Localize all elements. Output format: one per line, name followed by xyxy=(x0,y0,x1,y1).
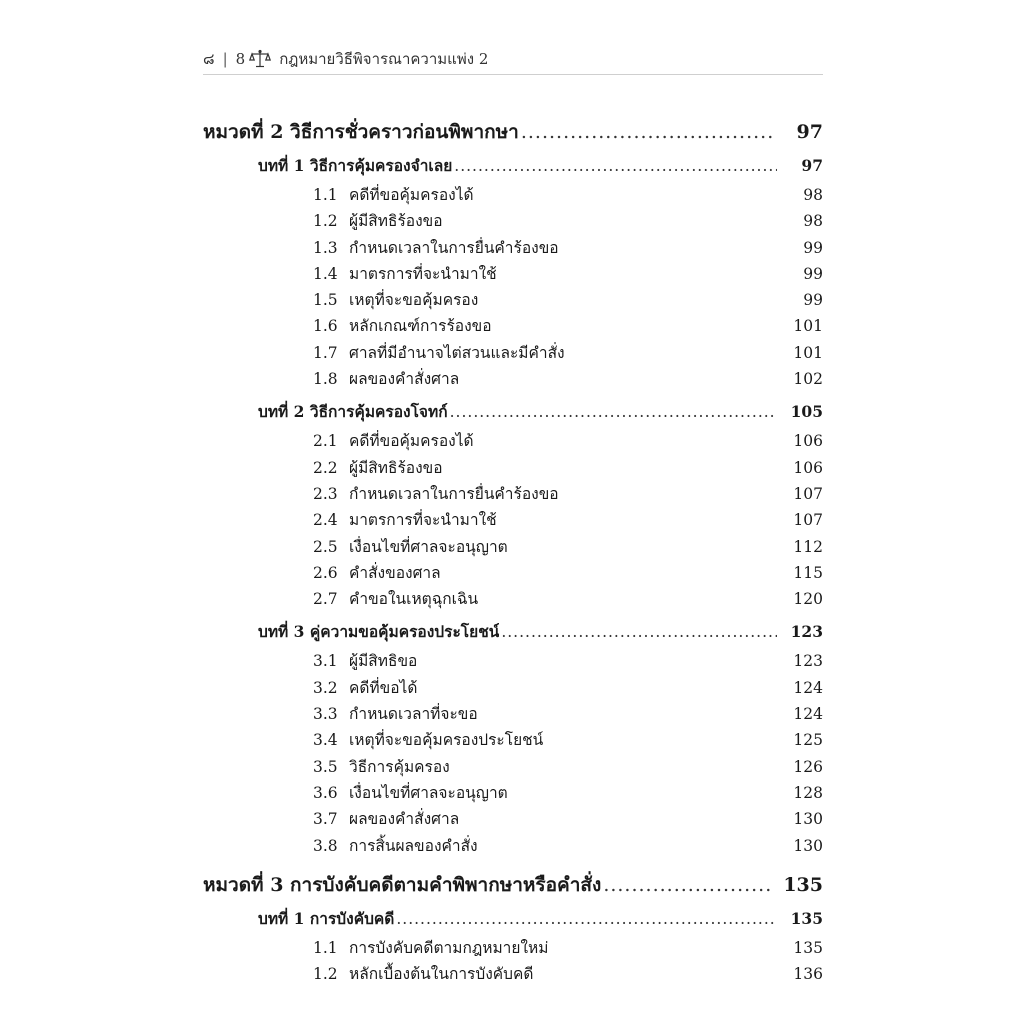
item-title: ผลของคำสั่งศาล xyxy=(349,810,460,829)
toc-lesson-row xyxy=(203,396,823,428)
item-title: การสิ้นผลของคำสั่ง xyxy=(349,836,478,855)
toc-item-row xyxy=(203,833,823,859)
item-number: 1.1 xyxy=(313,186,338,204)
item-title: คดีที่ขอคุ้มครองได้ xyxy=(349,186,474,204)
dot-leader xyxy=(454,150,777,182)
item-number: 2.1 xyxy=(313,432,338,451)
scales-of-justice-icon xyxy=(249,49,271,69)
header-divider xyxy=(203,74,823,75)
item-page: 128 xyxy=(793,783,823,802)
toc-item-row xyxy=(203,507,823,533)
item-title: คำสั่งของศาล xyxy=(349,563,441,582)
chapter-label: หมวดที่ 3 xyxy=(203,873,284,896)
toc-item-row xyxy=(203,648,823,674)
item-title: มาตรการที่จะนำมาใช้ xyxy=(349,511,497,530)
toc-item-row xyxy=(203,754,823,780)
chapter-title xyxy=(203,867,601,903)
chapter-label: หมวดที่ 2 xyxy=(203,121,284,143)
item-title: การบังคับคดีตามกฎหมายใหม่ xyxy=(349,938,549,957)
item-page: 99 xyxy=(803,291,823,310)
item-title: คดีที่ขอได้ xyxy=(349,678,418,697)
item-page: 120 xyxy=(793,590,823,609)
toc-item-row xyxy=(203,727,823,753)
toc-item-row xyxy=(203,261,823,287)
lesson-name: การบังคับคดี xyxy=(309,908,395,928)
item-page: 136 xyxy=(793,965,823,984)
item-page: 124 xyxy=(793,705,823,724)
item-title: ผู้มีสิทธิร้องขอ xyxy=(349,458,443,477)
lesson-label: บทที่ 1 xyxy=(258,908,305,928)
item-number: 1.5 xyxy=(313,291,338,310)
item-title: ผลของคำสั่งศาล xyxy=(349,370,460,389)
chapter-title xyxy=(203,114,519,150)
item-title: ผู้มีสิทธิขอ xyxy=(349,652,418,671)
toc-item-row xyxy=(203,313,823,339)
lesson-page: 97 xyxy=(801,156,823,175)
item-page: 126 xyxy=(793,757,823,776)
lesson-title xyxy=(258,150,452,182)
lesson-name: วิธีการคุ้มครองโจทก์ xyxy=(309,402,448,422)
lesson-name: วิธีการคุ้มครองจำเลย xyxy=(309,156,453,175)
item-number: 1.7 xyxy=(313,343,338,362)
chapter-page: 135 xyxy=(783,873,823,896)
chapter-name: วิธีการชั่วคราวก่อนพิพากษา xyxy=(290,121,519,143)
lesson-label: บทที่ 2 xyxy=(258,402,305,422)
item-number: 3.4 xyxy=(313,731,338,750)
toc-lesson-row xyxy=(203,150,823,182)
toc-item-row xyxy=(203,428,823,454)
item-title: คำขอในเหตุฉุกเฉิน xyxy=(349,590,479,609)
item-number: 3.7 xyxy=(313,810,338,829)
item-number: 1.2 xyxy=(313,965,338,984)
toc-item-row xyxy=(203,675,823,701)
toc-item-row xyxy=(203,780,823,806)
lesson-page: 135 xyxy=(790,908,823,928)
item-page: 130 xyxy=(793,836,823,855)
toc-item-row xyxy=(203,560,823,586)
toc-item-row xyxy=(203,340,823,366)
lesson-label: บทที่ 3 xyxy=(258,622,305,642)
item-page: 130 xyxy=(793,810,823,829)
toc-item-row xyxy=(203,806,823,832)
item-title: เงื่อนไขที่ศาลจะอนุญาต xyxy=(349,783,508,802)
dot-leader xyxy=(396,903,777,935)
item-page: 107 xyxy=(793,484,823,503)
lesson-title xyxy=(258,396,448,428)
item-number: 3.3 xyxy=(313,705,338,724)
page-number: 8 xyxy=(235,50,246,68)
toc-item-row xyxy=(203,235,823,261)
item-number: 1.3 xyxy=(313,238,338,257)
item-title: เหตุที่จะขอคุ้มครอง xyxy=(349,291,479,310)
toc-item-row xyxy=(203,366,823,392)
item-title: มาตรการที่จะนำมาใช้ xyxy=(349,264,497,283)
item-title: ศาลที่มีอำนาจไต่สวนและมีคำสั่ง xyxy=(349,343,565,362)
item-page: 106 xyxy=(793,458,823,477)
toc-item-row xyxy=(203,701,823,727)
toc-lesson-row xyxy=(203,616,823,648)
item-page: 112 xyxy=(793,537,823,556)
item-number: 1.2 xyxy=(313,212,338,231)
item-number: 2.7 xyxy=(313,590,338,609)
chapter-page: 97 xyxy=(796,121,823,143)
item-number: 2.3 xyxy=(313,484,338,503)
item-number: 1.4 xyxy=(313,264,338,283)
toc-item-row xyxy=(203,287,823,313)
item-title: ผู้มีสิทธิร้องขอ xyxy=(349,212,443,231)
table-of-contents xyxy=(203,114,823,987)
item-page: 124 xyxy=(793,678,823,697)
item-page: 123 xyxy=(793,652,823,671)
item-number: 3.8 xyxy=(313,836,338,855)
lesson-page: 105 xyxy=(790,402,823,422)
item-page: 101 xyxy=(793,317,823,336)
toc-item-row xyxy=(203,208,823,234)
item-number: 2.4 xyxy=(313,511,338,530)
item-title: กำหนดเวลาในการยื่นคำร้องขอ xyxy=(349,484,559,503)
item-number: 3.5 xyxy=(313,757,338,776)
lesson-label: บทที่ 1 xyxy=(258,156,305,175)
item-page: 102 xyxy=(793,370,823,389)
lesson-title xyxy=(258,903,394,935)
dot-leader xyxy=(450,396,777,428)
lesson-title xyxy=(258,616,499,648)
item-page: 125 xyxy=(793,731,823,750)
running-header xyxy=(203,46,823,72)
item-title: เงื่อนไขที่ศาลจะอนุญาต xyxy=(349,537,508,556)
item-title: หลักเบื้องต้นในการบังคับคดี xyxy=(349,965,534,984)
header-separator: | xyxy=(222,50,228,68)
item-title: กำหนดเวลาที่จะขอ xyxy=(349,705,478,724)
item-page: 98 xyxy=(803,212,823,231)
toc-item-row xyxy=(203,182,823,208)
toc-chapter-row xyxy=(203,114,823,150)
item-number: 2.5 xyxy=(313,537,338,556)
item-number: 1.1 xyxy=(313,938,338,957)
item-title: เหตุที่จะขอคุ้มครองประโยชน์ xyxy=(349,731,544,750)
item-number: 2.2 xyxy=(313,458,338,477)
item-page: 106 xyxy=(793,432,823,451)
item-number: 1.6 xyxy=(313,317,338,336)
dot-leader xyxy=(521,114,773,150)
chapter-name: การบังคับคดีตามคำพิพากษาหรือคำสั่ง xyxy=(290,873,602,896)
thai-page-number: ๘ xyxy=(203,50,215,68)
item-page: 135 xyxy=(793,938,823,957)
toc-chapter-row xyxy=(203,867,823,903)
lesson-name: คู่ความขอคุ้มครองประโยชน์ xyxy=(309,622,500,642)
toc-item-row xyxy=(203,534,823,560)
item-page: 107 xyxy=(793,511,823,530)
item-title: วิธีการคุ้มครอง xyxy=(349,757,450,776)
dot-leader xyxy=(501,616,777,648)
toc-item-row xyxy=(203,935,823,961)
toc-lesson-row xyxy=(203,903,823,935)
item-page: 101 xyxy=(793,343,823,362)
item-page: 99 xyxy=(803,264,823,283)
item-title: กำหนดเวลาในการยื่นคำร้องขอ xyxy=(349,238,559,257)
item-page: 98 xyxy=(803,186,823,204)
item-title: คดีที่ขอคุ้มครองได้ xyxy=(349,432,474,451)
item-number: 3.1 xyxy=(313,652,338,671)
toc-item-row xyxy=(203,481,823,507)
dot-leader xyxy=(603,867,773,903)
item-page: 99 xyxy=(803,238,823,257)
toc-item-row xyxy=(203,586,823,612)
item-page: 115 xyxy=(793,563,823,582)
item-number: 3.2 xyxy=(313,678,338,697)
lesson-page: 123 xyxy=(790,622,823,642)
toc-item-row xyxy=(203,961,823,987)
toc-item-row xyxy=(203,455,823,481)
item-title: หลักเกณฑ์การร้องขอ xyxy=(349,317,492,336)
item-number: 1.8 xyxy=(313,370,338,389)
item-number: 2.6 xyxy=(313,563,338,582)
book-title: กฎหมายวิธีพิจารณาความแพ่ง 2 xyxy=(279,50,489,68)
item-number: 3.6 xyxy=(313,783,338,802)
